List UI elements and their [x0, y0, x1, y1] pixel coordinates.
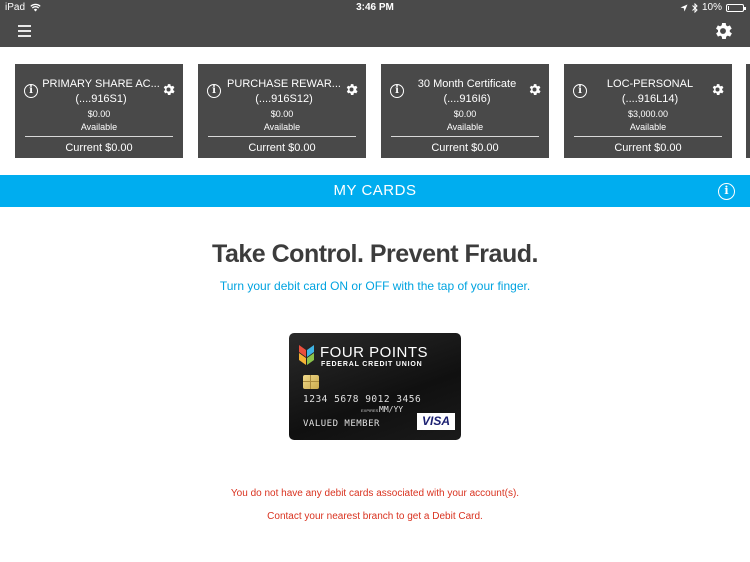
accounts-carousel[interactable]: [0, 47, 750, 175]
account-tile-loc-personal[interactable]: [564, 64, 732, 158]
location-arrow-icon: [680, 4, 688, 12]
account-current-balance: Current $0.00: [431, 142, 499, 154]
visa-logo: VISA: [417, 413, 455, 430]
account-settings-gear-icon[interactable]: [344, 82, 359, 97]
account-number: (....916S1): [75, 93, 127, 105]
divider: [391, 136, 539, 137]
account-settings-gear-icon[interactable]: [710, 82, 725, 97]
account-name: LOC-PERSONAL: [606, 78, 694, 90]
account-name: PURCHASE REWAR...: [227, 78, 341, 90]
account-number: (....916S12): [255, 93, 313, 105]
top-navigation-bar: [0, 16, 750, 47]
account-balance: $0.00: [453, 109, 477, 119]
account-available-label: Available: [80, 122, 118, 132]
menu-icon[interactable]: [18, 25, 31, 36]
divider: [574, 136, 722, 137]
account-current-balance: Current $0.00: [614, 142, 682, 154]
card-brand: FOUR POINTS: [320, 344, 429, 361]
account-balance: $3,000.00: [627, 109, 669, 119]
card-expires-label: EXPIRES: [361, 408, 379, 413]
account-tile-30-month-certificate[interactable]: [381, 64, 549, 158]
divider: [25, 136, 173, 137]
account-number: (....916L14): [621, 93, 679, 105]
no-cards-message: You do not have any debit cards associated with your account(s).: [230, 488, 520, 499]
bluetooth-icon: [692, 3, 698, 13]
info-icon[interactable]: i: [390, 84, 404, 98]
account-tile-purchase-rewards[interactable]: [198, 64, 366, 158]
debit-card-image: [289, 333, 461, 440]
card-expiry: MM/YY: [379, 405, 404, 414]
account-name: 30 Month Certificate: [417, 78, 517, 90]
account-settings-gear-icon[interactable]: [527, 82, 542, 97]
promo-headline: Take Control. Prevent Fraud.: [212, 240, 538, 268]
four-points-logo-icon: [299, 345, 314, 365]
my-cards-header: [0, 175, 750, 207]
account-settings-gear-icon[interactable]: [161, 82, 176, 97]
account-number: (....916I6): [443, 93, 491, 105]
card-chip-icon: [303, 375, 319, 389]
my-cards-title: MY CARDS: [333, 182, 417, 199]
divider: [208, 136, 356, 137]
card-number: 1234 5678 9012 3456: [303, 394, 422, 405]
promo-subline: Turn your debit card ON or OFF with the tap of your finger.: [219, 279, 531, 293]
account-balance: $0.00: [87, 109, 111, 119]
info-icon[interactable]: i: [573, 84, 587, 98]
account-name: PRIMARY SHARE AC...: [42, 78, 160, 90]
card-brand-sub: FEDERAL CREDIT UNION: [321, 361, 423, 368]
info-icon[interactable]: i: [24, 84, 38, 98]
account-current-balance: Current $0.00: [65, 142, 133, 154]
settings-gear-icon[interactable]: [712, 20, 734, 42]
account-available-label: Available: [446, 122, 484, 132]
status-time: 3:46 PM: [356, 2, 394, 13]
account-current-balance: Current $0.00: [248, 142, 316, 154]
card-member-name: VALUED MEMBER: [303, 419, 380, 429]
contact-branch-message: Contact your nearest branch to get a Debit Card.: [267, 511, 483, 522]
account-tile-primary-share[interactable]: [15, 64, 183, 158]
device-label: iPad: [5, 2, 26, 13]
status-bar: [0, 0, 750, 16]
account-tile-next-peek[interactable]: [746, 64, 750, 158]
battery-icon: [726, 4, 744, 12]
info-icon[interactable]: i: [718, 183, 735, 200]
account-available-label: Available: [629, 122, 667, 132]
info-icon[interactable]: i: [207, 84, 221, 98]
account-balance: $0.00: [270, 109, 294, 119]
account-available-label: Available: [263, 122, 301, 132]
battery-percent: 10%: [701, 2, 722, 13]
